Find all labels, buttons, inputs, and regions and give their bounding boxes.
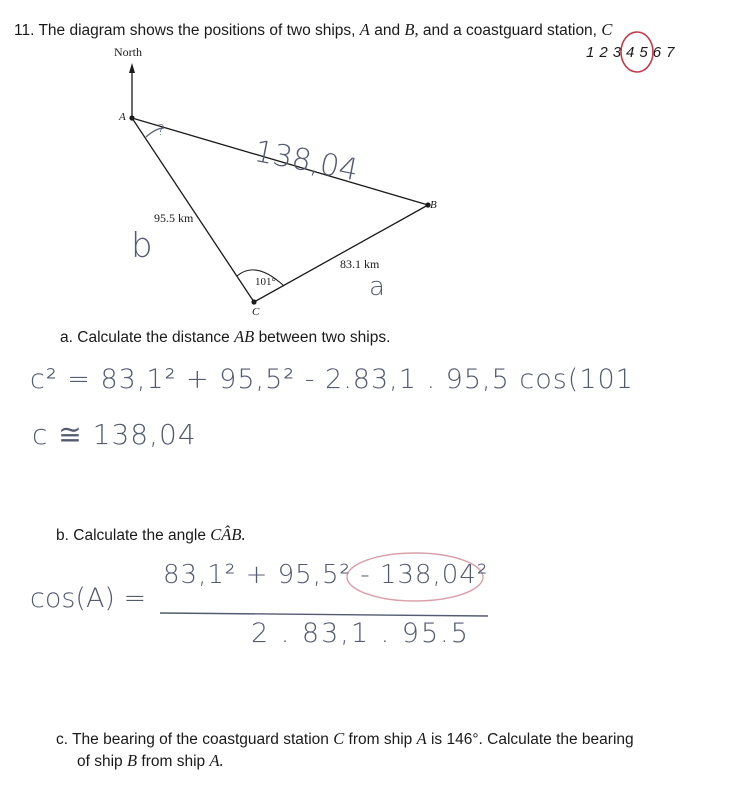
question-number: 11. — [14, 22, 35, 39]
part-b-work-denominator: 2 . 83,1 . 95.5 — [251, 618, 470, 649]
part-a-work-line1: c² = 83,1² + 95,5² - 2.83,1 . 95,5 cos(101 — [30, 364, 634, 395]
angle-c-label: 101° — [255, 276, 276, 288]
point-a — [129, 115, 134, 120]
north-arrowhead — [129, 63, 135, 73]
part-a-work-line2: c ≅ 138,04 — [32, 418, 197, 451]
side-ac — [132, 118, 254, 302]
part-b-label: b. — [56, 527, 69, 544]
label-c: C — [252, 306, 260, 318]
score-circle — [621, 32, 653, 72]
side-bc — [254, 205, 428, 302]
north-label: North — [114, 45, 142, 59]
label-b: B — [430, 199, 437, 211]
part-c-label: c. — [56, 731, 69, 748]
part-c-question-line1: c. The bearing of the coastguard station C from ship A is 146°. Calculate the bearing — [56, 729, 634, 748]
part-b-work-lhs: cos(A) = — [30, 583, 147, 614]
part-a-question: a. Calculate the distance AB between two ships. — [60, 327, 391, 346]
part-b-question: b. Calculate the angle CÂB. — [56, 525, 246, 544]
question-header: 11. The diagram shows the positions of two ships, A and B, and a coastguard station, C — [14, 20, 613, 39]
label-a: A — [119, 111, 126, 123]
hand-angle-a: ? — [157, 121, 165, 139]
part-c-question-line2: of ship B from ship A. — [77, 751, 224, 770]
hand-ab-length: 138,04 — [251, 134, 362, 189]
side-bc-label: 83.1 km — [340, 257, 380, 271]
part-b-work-numerator: 83,1² + 95,5² - 138,04² — [163, 560, 489, 590]
hand-side-b: b — [131, 226, 153, 266]
side-ac-label: 95.5 km — [154, 211, 194, 225]
circled-score: 4 — [626, 44, 640, 61]
point-c — [251, 299, 256, 304]
fraction-bar — [160, 613, 488, 616]
hand-side-a: a — [369, 272, 385, 302]
part-a-label: a. — [60, 329, 73, 346]
marking-scale: 1234567 — [586, 44, 680, 61]
